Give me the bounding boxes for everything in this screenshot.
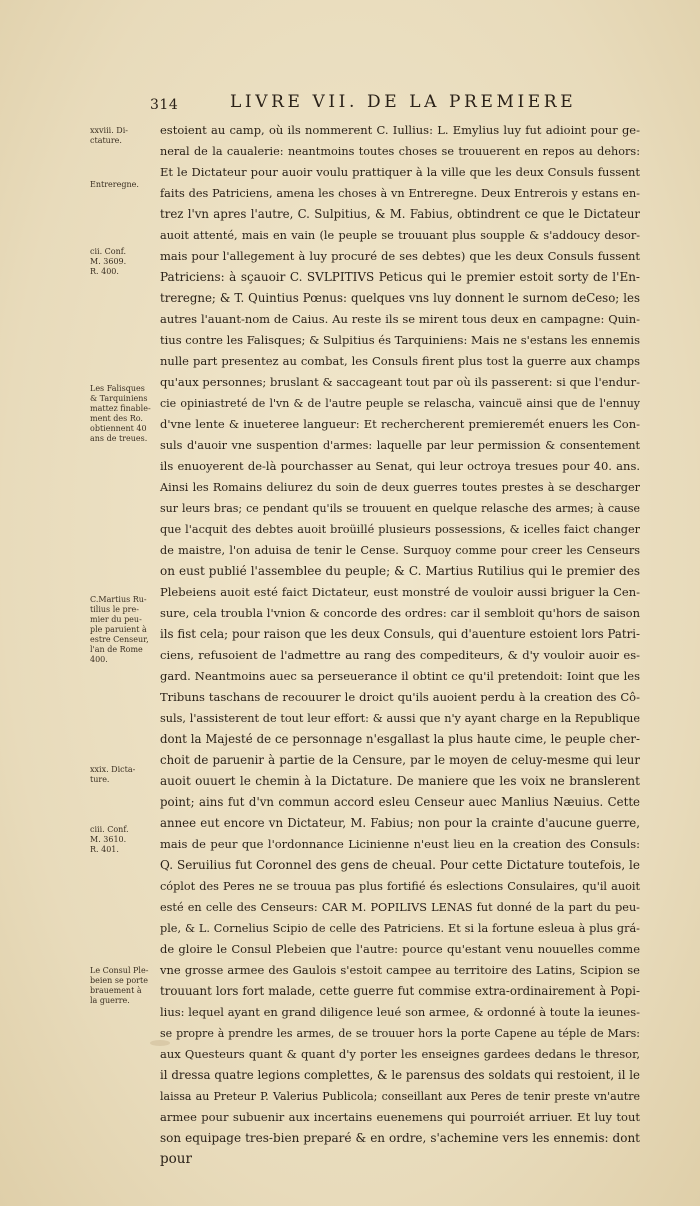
text-line: choit de paruenir à partie de la Censure, par le moyen de celuy-mesme qui leur xyxy=(160,753,640,767)
text-line: sur leurs bras; ce pendant qu'ils se trouuent en quelque relasche des armes; à cause xyxy=(160,502,640,515)
text-line: suls d'auoir vne suspention d'armes: laquelle par leur permission & consentement xyxy=(160,439,640,452)
text-line: Q. Seruilius fut Coronnel des gens de cheual. Pour cette Dictature toutefois, le xyxy=(160,858,640,872)
text-line: auoit attenté, mais en vain (le peuple se trouuant plus soupple & s'addoucy desor- xyxy=(160,229,640,242)
text-line: trez l'vn apres l'autre, C. Sulpitius, & M. Fabius, obtindrent ce que le Dictateur xyxy=(160,207,640,221)
running-head: LIVRE VII. DE LA PREMIERE xyxy=(230,92,577,112)
margin-note-consul-plebeien: Le Consul Ple- beien se porte brauement à la guerre. xyxy=(90,966,149,1005)
text-line: cóplot des Peres ne se trouua pas plus fortifié és eslections Consulaires, qu'il auoit xyxy=(160,880,640,893)
text-line: ils enuoyerent de-là pourchasser au Senat, qui leur octroya tresues pour 40. ans. xyxy=(160,459,640,473)
text-line: dont la Majesté de ce personnage n'esgallast la plus haute cime, le peuple cher- xyxy=(160,732,640,746)
text-line: trouuant lors fort malade, cette guerre fut commise extra-ordinairement à Popi- xyxy=(160,984,640,998)
text-line: ils fist cela; pour raison que les deux Consuls, qui d'auenture estoient lors Patri- xyxy=(160,627,640,641)
text-line: lius: lequel ayant en grand diligence leué son armee, & ordonné à toute la ieunes- xyxy=(160,1005,640,1019)
margin-note-consuls: cii. Conf. M. 3609. R. 400. xyxy=(90,247,127,276)
text-line: nulle part presentez au combat, les Consuls firent plus tost la guerre aux champs xyxy=(160,354,640,368)
text-line: Ainsi les Romains deliurez du soin de deux guerres toutes prestes à se descharger xyxy=(160,481,640,494)
text-line: Tribuns taschans de recouurer le droict qu'ils auoient perdu à la creation des Cô- xyxy=(160,690,640,704)
text-line: d'vne lente & inueteree langueur: Et rechercherent premieremét enuers les Con- xyxy=(160,417,640,431)
margin-note-martius-rutilius: C.Martius Ru- tilius le pre- mier du peu- ple paruient à estre Censeur, l'an de Rome 400. xyxy=(90,595,149,664)
text-line: qu'aux personnes; bruslant & saccageant tout par où ils passerent: si que l'endur- xyxy=(160,375,640,389)
text-line: pour xyxy=(160,1151,192,1167)
text-line: esté en celle des Censeurs: CAR M. POPILIVS LENAS fut donné de la part du peu- xyxy=(160,901,640,914)
margin-note-consuls-2: ciii. Conf. M. 3610. R. 401. xyxy=(90,825,129,854)
text-line: laissa au Preteur P. Valerius Publicola; conseillant aux Peres de tenir preste vn'autre xyxy=(160,1090,640,1103)
page-number: 314 xyxy=(150,97,179,113)
margin-note-dictature: xxviii. Di- ctature. xyxy=(90,126,128,145)
paper-stain xyxy=(150,1040,170,1046)
catchword xyxy=(160,1172,640,1193)
text-line: neral de la caualerie: neantmoins toutes choses se trouuerent en repos au dehors: xyxy=(160,145,640,158)
text-line: autres l'auant-nom de Caius. Au reste ils se mirent tous deux en campagne: Quin- xyxy=(160,312,640,326)
text-line: cie opiniastreté de l'vn & de l'autre peuple se relascha, vaincuë ainsi que de l'ennuy xyxy=(160,397,640,410)
margin-note-entreregne: Entreregne. xyxy=(90,180,139,189)
text-line: on eust publié l'assemblee du peuple; & C. Martius Rutilius qui le premier des xyxy=(160,564,640,578)
text-line: armee pour subuenir aux incertains euenemens qui pourroiét arriuer. Et luy tout xyxy=(160,1110,640,1124)
text-line: Plebeiens auoit esté faict Dictateur, eust monstré de vouloir aussi briguer la Cen- xyxy=(160,585,640,599)
text-line: annee eut encore vn Dictateur, M. Fabius; non pour la crainte d'aucune guerre, xyxy=(160,816,640,830)
margin-note-dictature-2: xxix. Dicta- ture. xyxy=(90,765,136,784)
text-line: tius contre les Falisques; & Sulpitius és Tarquiniens: Mais ne s'estans les ennemis xyxy=(160,333,640,347)
text-line: ciens, refusoient de l'admettre au rang des compediteurs, & d'y vouloir auoir es- xyxy=(160,648,640,662)
text-line: ple, & L. Cornelius Scipio de celle des Patriciens. Et si la fortune esleua à plus grá- xyxy=(160,922,640,935)
margin-note-falisques: Les Falisques & Tarquiniens mattez finable- ment des Ro. obtiennent 40 ans de treues. xyxy=(90,384,151,443)
text-line: de gloire le Consul Plebeien que l'autre: pource qu'estant venu nouuelles comme xyxy=(160,942,640,956)
body-text xyxy=(160,0,646,1206)
text-line: vne grosse armee des Gaulois s'estoit campee au territoire des Latins, Scipion se xyxy=(160,963,640,977)
text-line: auoit ouuert le chemin à la Dictature. De maniere que les voix ne branslerent xyxy=(160,774,640,788)
text-line: mais de peur que l'ordonnance Licinienne n'eust lieu en la creation des Consuls: xyxy=(160,837,640,851)
text-line: mais pour l'allegement à luy procuré de ses debtes) que les deux Consuls fussent xyxy=(160,249,640,263)
text-line: se propre à prendre les armes, de se trouuer hors la porte Capene au téple de Mars: xyxy=(160,1027,640,1040)
text-line: estoient au camp, où ils nommerent C. Iullius: L. Emylius luy fut adioint pour ge- xyxy=(160,123,640,137)
text-line: treregne; & T. Quintius Pœnus: quelques vns luy donnent le surnom deCeso; les xyxy=(160,291,640,305)
text-line: que l'acquit des debtes auoit broüillé plusieurs possessions, & icelles faict changer xyxy=(160,523,640,536)
text-line: Et le Dictateur pour auoir voulu prattiquer à la ville que les deux Consuls fussent xyxy=(160,165,640,179)
text-line: gard. Neantmoins auec sa perseuerance il obtint ce qu'il pretendoit: Ioint que les xyxy=(160,669,640,683)
text-line: aux Questeurs quant & quant d'y porter les enseignes gardees dedans le thresor, xyxy=(160,1047,640,1061)
text-line: faits des Patriciens, amena les choses à vn Entreregne. Deux Entrerois y estans en- xyxy=(160,187,640,200)
text-line: il dressa quatre legions complettes, & le parensus des soldats qui restoient, il le xyxy=(160,1068,640,1082)
text-line: de maistre, l'on aduisa de tenir le Cense. Surquoy comme pour creer les Censeurs xyxy=(160,544,640,557)
text-line: son equipage tres-bien preparé & en ordre, s'achemine vers les ennemis: dont xyxy=(160,1131,640,1145)
text-line: Patriciens: à sçauoir C. SVLPITIVS Peticus qui le premier estoit sorty de l'En- xyxy=(160,270,640,284)
text-line: sure, cela troubla l'vnion & concorde des ordres: car il sembloit qu'hors de saison xyxy=(160,606,640,620)
text-line: suls, l'assisterent de tout leur effort: & aussi que n'y ayant charge en la Republique xyxy=(160,712,640,725)
text-line: point; ains fut d'vn commun accord esleu Censeur auec Manlius Næuius. Cette xyxy=(160,795,640,809)
margin-notes xyxy=(0,0,158,1206)
